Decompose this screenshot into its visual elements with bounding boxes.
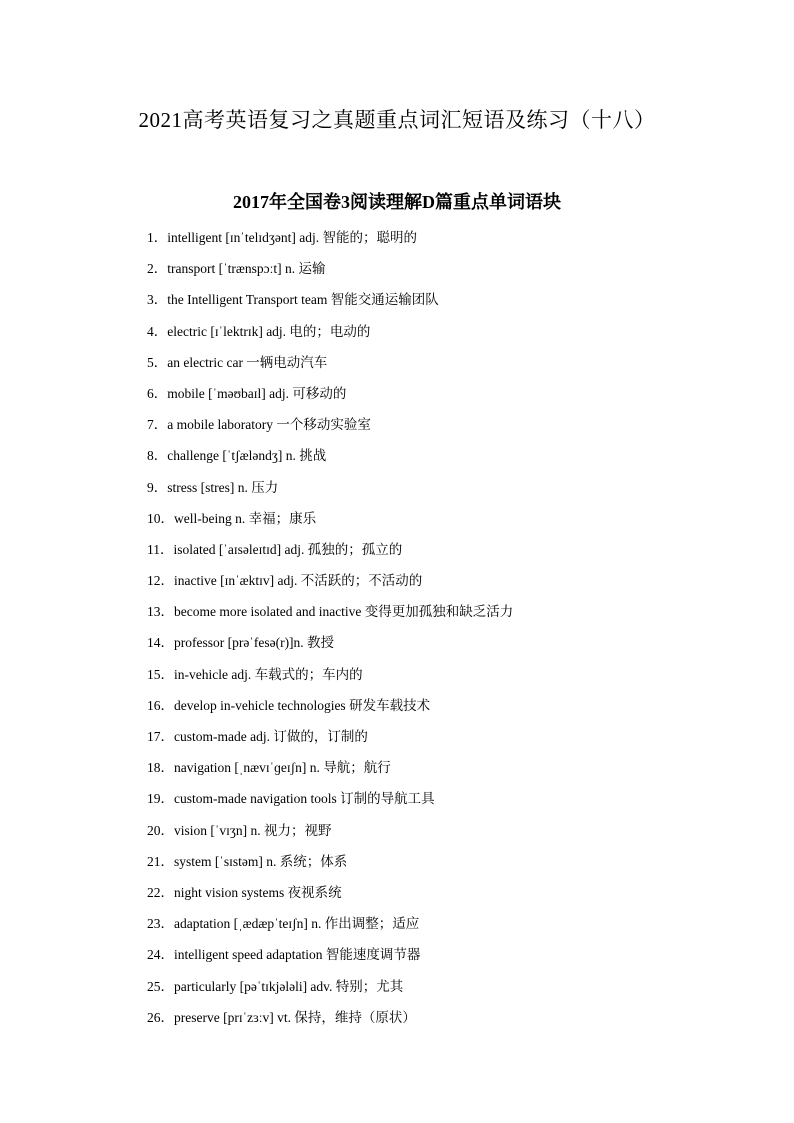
item-text: transport [ˈtrænspɔːt] n. 运输 — [167, 261, 326, 277]
item-text: adaptation [ˌædæpˈteɪʃn] n. 作出调整；适应 — [174, 916, 420, 932]
item-number: 1． — [147, 230, 168, 245]
list-item — [147, 696, 747, 727]
list-item — [147, 602, 747, 633]
item-text: preserve [prɪˈzɜːv] vt. 保持，维持（原状） — [174, 1009, 416, 1025]
item-number: 24． — [147, 947, 174, 963]
list-item — [147, 727, 747, 758]
item-number: 25． — [147, 978, 174, 994]
item-number: 6． — [147, 385, 168, 401]
item-text: well-being n. 幸福；康乐 — [174, 510, 317, 526]
item-text: challenge [ˈtʃæləndʒ] n. 挑战 — [167, 448, 327, 464]
item-text: professor [prəˈfesə(r)]n. 教授 — [174, 635, 335, 651]
item-text: navigation [ˌnævɪˈɡeɪʃn] n. 导航；航行 — [174, 760, 391, 776]
item-number: 10． — [147, 510, 174, 526]
item-text: isolated [ˈaɪsəleɪtɪd] adj. 孤独的；孤立的 — [173, 541, 403, 557]
page-title: 2021高考英语复习之真题重点词汇短语及练习（十八） — [138, 108, 656, 132]
item-number: 19． — [147, 791, 174, 807]
item-number: 13． — [147, 604, 174, 620]
item-number: 16． — [147, 697, 174, 713]
list-item — [147, 789, 747, 820]
item-text: custom-made adj. 订做的，订制的 — [174, 729, 368, 744]
item-text: the Intelligent Transport team 智能交通运输团队 — [167, 292, 439, 308]
item-number: 14． — [147, 635, 174, 651]
list-item — [147, 883, 747, 914]
item-text: inactive [ɪnˈæktɪv] adj. 不活跃的；不活动的 — [174, 573, 423, 589]
item-number: 22． — [147, 884, 174, 900]
item-text: become more isolated and inactive 变得更加孤独和缺乏活力 — [174, 604, 514, 620]
item-number: 2． — [147, 261, 168, 277]
item-number: 23． — [147, 916, 174, 932]
list-item — [147, 228, 747, 259]
item-text: in-vehicle adj. 车载式的；车内的 — [174, 666, 363, 682]
item-text: mobile [ˈməʊbaɪl] adj. 可移动的 — [167, 385, 347, 401]
list-item — [147, 322, 747, 353]
item-number: 11． — [147, 541, 174, 557]
list-item — [147, 384, 747, 415]
item-text: particularly [pəˈtɪkjələli] adv. 特别；尤其 — [174, 978, 404, 994]
item-number: 20． — [147, 822, 174, 838]
list-item — [147, 290, 747, 321]
list-item — [147, 821, 747, 852]
list-item — [147, 633, 747, 664]
item-text: night vision systems 夜视系统 — [174, 884, 342, 900]
list-item — [147, 665, 747, 696]
item-text: a mobile laboratory 一个移动实验室 — [167, 417, 371, 433]
item-number: 5． — [147, 354, 168, 370]
item-number: 26． — [147, 1009, 174, 1025]
item-text: electric [ɪˈlektrɪk] adj. 电的；电动的 — [167, 323, 371, 339]
list-item — [147, 914, 747, 945]
item-number: 9． — [147, 479, 168, 495]
item-number: 3． — [147, 292, 168, 308]
item-text: system [ˈsɪstəm] n. 系统；体系 — [174, 853, 348, 869]
item-text: custom-made navigation tools 订制的导航工具 — [174, 791, 435, 807]
item-number: 15． — [147, 666, 174, 682]
item-text: stress [stres] n. 压力 — [167, 479, 279, 495]
item-text: intelligent speed adaptation 智能速度调节器 — [174, 947, 421, 963]
list-item — [147, 478, 747, 509]
item-number: 17． — [147, 729, 174, 744]
item-number: 18． — [147, 760, 174, 776]
item-number: 12． — [147, 573, 174, 589]
list-item — [147, 446, 747, 477]
list-item — [147, 415, 747, 446]
list-item — [147, 353, 747, 384]
list-item — [147, 758, 747, 789]
section-title: 2017年全国卷3阅读理解D篇重点单词语块 — [233, 192, 561, 212]
list-item — [147, 945, 747, 976]
item-number: 21． — [147, 853, 174, 869]
list-item — [147, 509, 747, 540]
list-item — [147, 540, 747, 571]
list-item — [147, 977, 747, 1008]
item-text: an electric car 一辆电动汽车 — [167, 354, 328, 370]
item-text: intelligent [ɪnˈtelɪdʒənt] adj. 智能的；聪明的 — [167, 230, 417, 245]
item-number: 7． — [147, 417, 168, 433]
list-item — [147, 259, 747, 290]
item-number: 8． — [147, 448, 168, 464]
list-item — [147, 571, 747, 602]
vocab-list — [147, 228, 747, 1039]
list-item — [147, 1008, 747, 1039]
item-number: 4． — [147, 323, 168, 339]
item-text: develop in-vehicle technologies 研发车载技术 — [174, 697, 431, 713]
item-text: vision [ˈvɪʒn] n. 视力；视野 — [174, 822, 332, 838]
list-item — [147, 852, 747, 883]
